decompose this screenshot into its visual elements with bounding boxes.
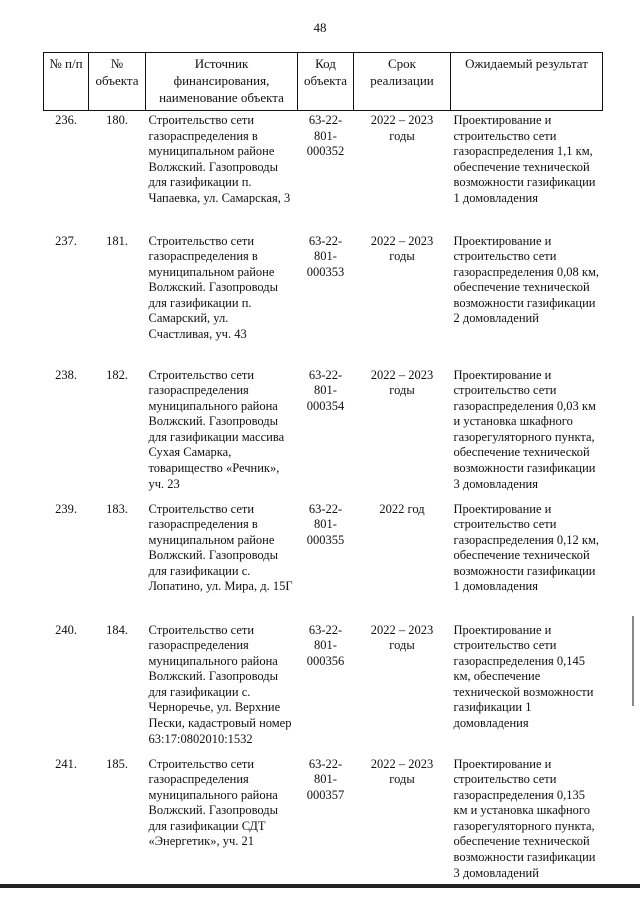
cell-object-number: 185. — [106, 756, 128, 771]
table-row — [44, 500, 603, 621]
table-header — [44, 53, 603, 111]
cell-code: 63-22-801-000353 — [306, 233, 345, 279]
cell-result: Проектирование и строительство сети газораспределения 0,03 км и установка шкафного газорегуляторного пункта, обеспечение технической возможности газификации 3 домовладения — [453, 367, 596, 491]
page-number: 48 — [313, 20, 327, 35]
table-row — [44, 111, 603, 232]
cell-result: Проектирование и строительство сети газораспределения 0,135 км и установка шкафного газорегуляторного пункта, обеспечение технической возможности газификации 3 домовладений — [453, 756, 596, 880]
cell-source: Строительство сети газораспределения муниципального района Волжский. Газопроводы для газификации СДТ «Энергетик», уч. 21 — [148, 756, 279, 849]
header-code: Код объекта — [298, 53, 354, 111]
header-object-number: № объекта — [89, 53, 146, 111]
cell-result: Проектирование и строительство сети газораспределения 0,08 км, обеспечение технической возможности газификации 2 домовладений — [453, 233, 600, 326]
cell-code: 63-22-801-000354 — [306, 367, 345, 413]
scan-artifact-line — [632, 616, 634, 706]
cell-term: 2022 – 2023 годы — [370, 756, 434, 787]
table-row — [44, 621, 603, 755]
cell-num: 239. — [55, 501, 77, 516]
cell-object-number: 184. — [106, 622, 128, 637]
cell-result: Проектирование и строительство сети газораспределения 1,1 км, обеспечение технической возможности газификации 1 домовладения — [453, 113, 596, 205]
table-row — [44, 755, 603, 889]
cell-source: Строительство сети газораспределения муниципального района Волжский. Газопроводы для газификации с. Черноречье, ул. Верхние Пески, кадастровый номер 63:17:0802010:1532 — [148, 622, 292, 746]
table-row — [44, 232, 603, 366]
cell-code: 63-22-801-000357 — [306, 756, 345, 802]
header-result: Ожидаемый результат — [451, 53, 603, 111]
header-source: Источник финансирования, наименование объекта — [146, 53, 298, 111]
cell-code: 63-22-801-000352 — [306, 113, 345, 159]
cell-source: Строительство сети газораспределения в муниципальном районе Волжский. Газопроводы для газификации с. Лопатино, ул. Мира, д. 15Г — [148, 501, 293, 594]
cell-result: Проектирование и строительство сети газораспределения 0,12 км, обеспечение технической возможности газификации 1 домовладения — [453, 501, 600, 594]
cell-object-number: 180. — [106, 113, 128, 127]
cell-term: 2022 – 2023 годы — [370, 233, 434, 264]
cell-object-number: 183. — [106, 501, 128, 516]
cell-term: 2022 – 2023 годы — [370, 367, 434, 398]
table-row — [44, 366, 603, 500]
cell-source: Строительство сети газораспределения в муниципальном районе Волжский. Газопроводы для газификации п. Чапаевка, ул. Самарская, 3 — [148, 113, 291, 205]
cell-num: 240. — [55, 622, 77, 637]
cell-num: 238. — [55, 367, 77, 382]
cell-term: 2022 – 2023 годы — [370, 113, 434, 143]
header-term: Срок реализации — [354, 53, 451, 111]
cell-num: 237. — [55, 233, 77, 248]
cell-num: 241. — [55, 756, 77, 771]
cell-code: 63-22-801-000356 — [306, 622, 345, 668]
cell-object-number: 182. — [106, 367, 128, 382]
cell-code: 63-22-801-000355 — [306, 501, 345, 547]
cell-result: Проектирование и строительство сети газораспределения 0,145 км, обеспечение технической возможности газификации 1 домовладения — [453, 622, 594, 731]
cell-num: 236. — [55, 113, 77, 127]
header-num: № п/п — [44, 53, 89, 111]
cell-source: Строительство сети газораспределения в муниципальном районе Волжский. Газопроводы для газификации п. Самарский, ул. Счастливая, уч. 43 — [148, 233, 279, 342]
objects-table — [43, 52, 603, 889]
scan-bottom-edge — [0, 884, 640, 888]
cell-term: 2022 – 2023 годы — [370, 622, 434, 653]
cell-source: Строительство сети газораспределения муниципального района Волжский. Газопроводы для газификации массива Сухая Самарка, товарищество «Речник», уч. 23 — [148, 367, 285, 491]
cell-object-number: 181. — [106, 233, 128, 248]
cell-term: 2022 год — [379, 501, 425, 516]
